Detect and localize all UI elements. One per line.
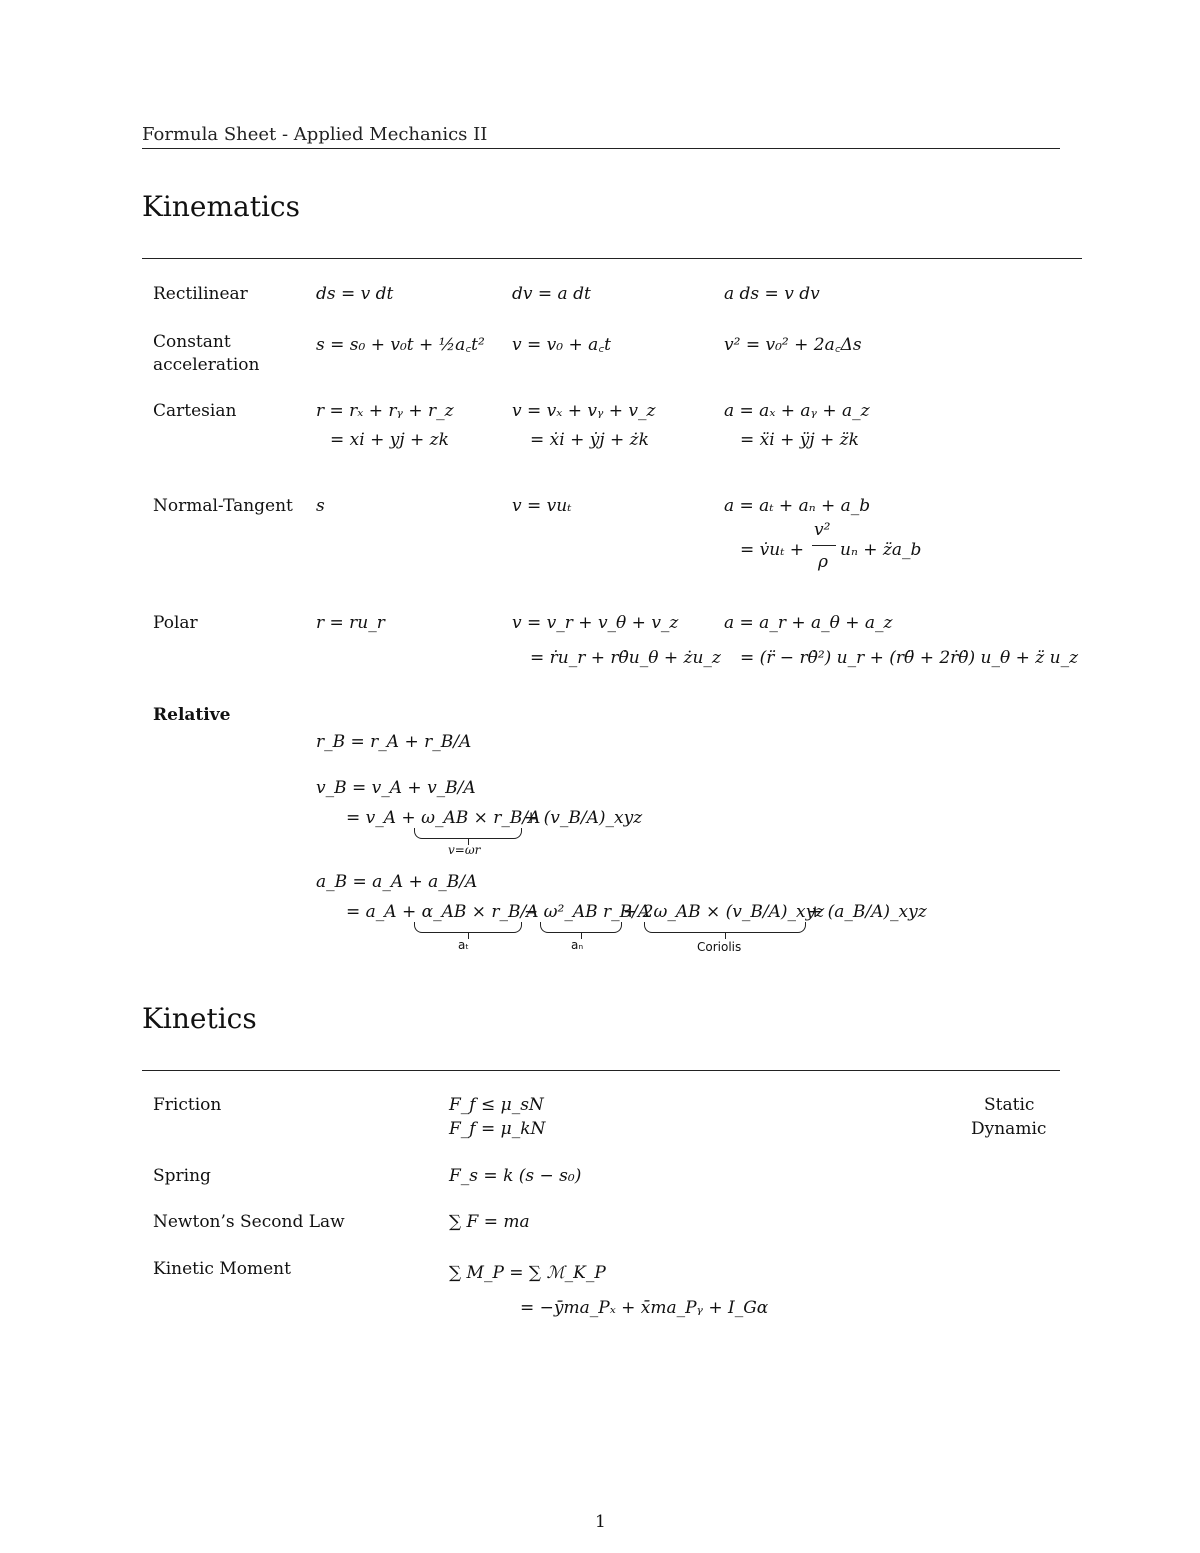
relative-velocity-expanded: = v_A + ω_AB × r_B/A (346, 808, 541, 828)
newton-label: Newton’s Second Law (153, 1212, 345, 1232)
normal-tangent-s: s (316, 496, 325, 516)
kinetics-rule (142, 1070, 1060, 1071)
cartesian-r-expanded: = xi + yj + zk (330, 430, 449, 450)
underbrace (414, 828, 522, 839)
fraction-bar (812, 545, 836, 546)
kinematics-rule (142, 258, 1082, 259)
friction-dynamic-label: Dynamic (971, 1119, 1047, 1139)
normal-tangent-label: Normal-Tangent (153, 496, 293, 516)
relative-position: r_B = r_A + r_B/A (316, 732, 472, 752)
relative-acceleration-coriolis: + 2ω_AB × (v_B/A)_xyz (623, 902, 825, 922)
friction-label: Friction (153, 1095, 222, 1115)
cartesian-a: a = aₓ + aᵧ + a_z (724, 401, 870, 421)
kinetic-moment-label: Kinetic Moment (153, 1259, 291, 1279)
relative-acceleration: a_B = a_A + a_B/A (316, 872, 478, 892)
cartesian-v: v = vₓ + vᵧ + v_z (512, 401, 656, 421)
constant-label-1: Constant (153, 332, 231, 352)
newton-eq: ∑ F = ma (449, 1212, 530, 1232)
rectilinear-eq3: a ds = v dv (724, 284, 820, 304)
normal-tangent-frac-num: v² (814, 520, 831, 540)
kinetic-moment-expanded: = −ȳma_Pₓ + x̄ma_Pᵧ + I_Gα (520, 1298, 769, 1318)
cartesian-a-expanded: = ẍi + ÿj + z̈k (740, 430, 859, 450)
constant-eq1: s = s₀ + v₀t + ½a꜀t² (316, 335, 485, 355)
relative-label: Relative (153, 705, 231, 725)
underbrace (540, 922, 622, 933)
underbrace-label-at: aₜ (458, 938, 469, 952)
underbrace-label-an: aₙ (571, 938, 584, 952)
polar-r: r = ru_r (316, 613, 385, 633)
relative-velocity-xyz: + (v_B/A)_xyz (524, 808, 643, 828)
underbrace-label-coriolis: Coriolis (697, 940, 742, 954)
cartesian-r: r = rₓ + rᵧ + r_z (316, 401, 454, 421)
cartesian-label: Cartesian (153, 401, 237, 421)
normal-tangent-a: a = aₜ + aₙ + a_b (724, 496, 871, 516)
header-rule (142, 148, 1060, 149)
rectilinear-label: Rectilinear (153, 284, 248, 304)
normal-tangent-a-post: uₙ + z̈a_b (840, 540, 922, 560)
sheet-title: Formula Sheet - Applied Mechanics II (142, 124, 488, 145)
rectilinear-eq1: ds = v dt (316, 284, 394, 304)
relative-acceleration-xyz: + (a_B/A)_xyz (808, 902, 927, 922)
relative-velocity: v_B = v_A + v_B/A (316, 778, 476, 798)
constant-eq2: v = v₀ + a꜀t (512, 335, 611, 355)
underbrace-label-vwr: v=ωr (448, 843, 481, 857)
constant-label-2: acceleration (153, 355, 260, 375)
polar-a-expanded: = (r̈ − rθ̇²) u_r + (rθ̈ + 2ṙθ̇) u_θ + z̈ u_z (740, 648, 1079, 668)
constant-eq3: v² = v₀² + 2a꜀Δs (724, 335, 862, 355)
friction-static-eq: F_f ≤ μ_sN (449, 1095, 544, 1115)
cartesian-v-expanded: = ẋi + ẏj + żk (530, 430, 649, 450)
polar-v: v = v_r + v_θ + v_z (512, 613, 679, 633)
polar-label: Polar (153, 613, 198, 633)
rectilinear-eq2: dv = a dt (512, 284, 591, 304)
friction-static-label: Static (984, 1095, 1035, 1115)
relative-acceleration-normal: − ω²_AB r_B/A (524, 902, 651, 922)
spring-label: Spring (153, 1166, 211, 1186)
friction-dynamic-eq: F_f = μ_kN (449, 1119, 546, 1139)
relative-acceleration-expanded: = a_A + α_AB × r_B/A (346, 902, 539, 922)
normal-tangent-a-pre: = v̇uₜ + (740, 540, 805, 560)
polar-v-expanded: = ṙu_r + rθ̇u_θ + żu_z (530, 648, 721, 668)
kinetic-moment-eq: ∑ M_P = ∑ ℳ_K_P (449, 1263, 606, 1283)
polar-a: a = a_r + a_θ + a_z (724, 613, 893, 633)
normal-tangent-v: v = vuₜ (512, 496, 572, 516)
kinematics-heading: Kinematics (142, 190, 300, 223)
underbrace (414, 922, 522, 933)
page-number: 1 (595, 1512, 606, 1532)
spring-eq: F_s = k (s − s₀) (449, 1166, 582, 1186)
kinetics-heading: Kinetics (142, 1002, 257, 1035)
normal-tangent-frac-den: ρ (818, 552, 828, 572)
underbrace (644, 922, 806, 933)
